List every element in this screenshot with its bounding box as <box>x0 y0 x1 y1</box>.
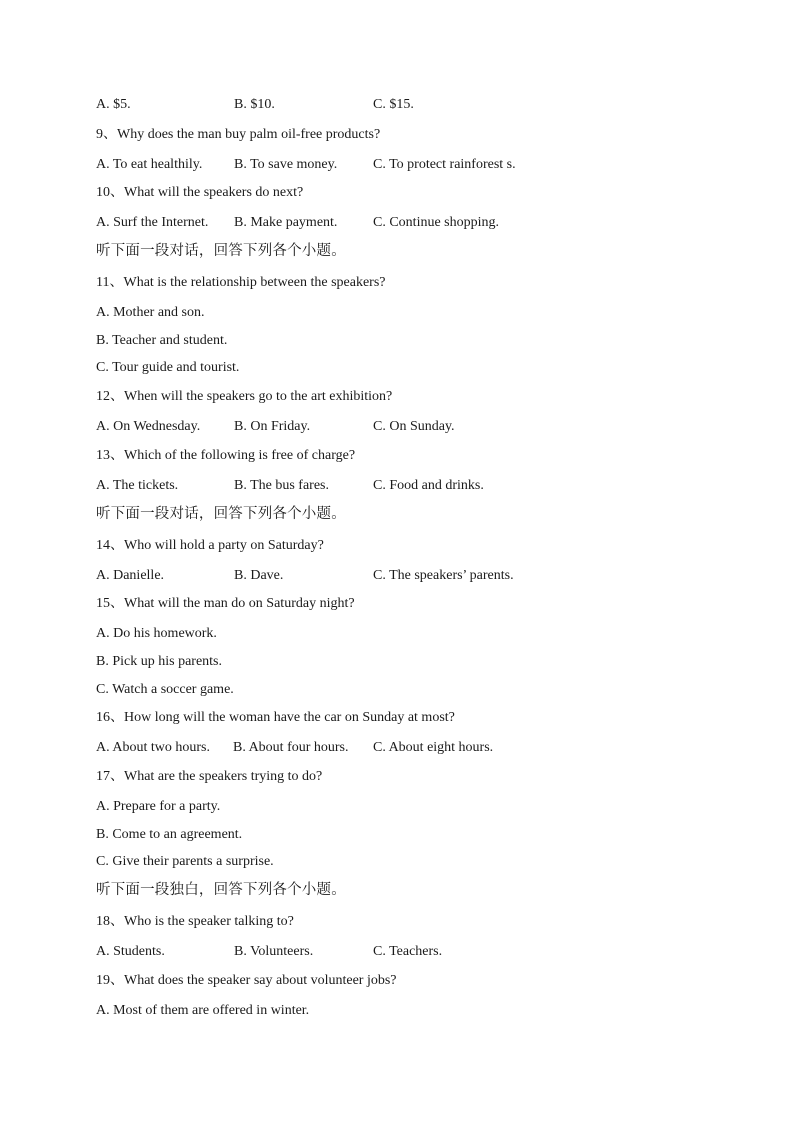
section-heading-dialogue-1: 听下面一段对话，回答下列各个小题。 <box>96 243 346 259</box>
q16-option-c: C. About eight hours. <box>373 740 494 755</box>
section-heading-dialogue-2: 听下面一段对话，回答下列各个小题。 <box>96 506 346 522</box>
q15-option-c: C. Watch a soccer game. <box>96 682 234 697</box>
q18-option-c: C. Teachers. <box>373 944 443 959</box>
q16-option-b: B. About four hours. <box>233 740 349 755</box>
q11-option-a: A. Mother and son. <box>96 305 205 320</box>
q16-option-a: A. About two hours. <box>96 740 210 755</box>
q8-option-b: B. $10. <box>234 97 275 112</box>
q9-question: 9、Why does the man buy palm oil-free products? <box>96 127 381 142</box>
q14-option-c: C. The speakers’ parents. <box>373 568 514 583</box>
q9-option-a: A. To eat healthily. <box>96 157 203 172</box>
q14-option-a: A. Danielle. <box>96 568 165 583</box>
q10-option-b: B. Make payment. <box>234 215 338 230</box>
q14-option-b: B. Dave. <box>234 568 284 583</box>
q8-option-c: C. $15. <box>373 97 414 112</box>
q12-option-a: A. On Wednesday. <box>96 419 201 434</box>
q18-option-b: B. Volunteers. <box>234 944 314 959</box>
q9-option-c: C. To protect rainforest s. <box>373 157 516 172</box>
q17-question: 17、What are the speakers trying to do? <box>96 769 323 784</box>
q11-option-b: B. Teacher and student. <box>96 333 228 348</box>
q17-option-b: B. Come to an agreement. <box>96 827 243 842</box>
q19-question: 19、What does the speaker say about volunteer jobs? <box>96 973 397 988</box>
q13-option-b: B. The bus fares. <box>234 478 329 493</box>
q15-option-a: A. Do his homework. <box>96 626 217 641</box>
q14-question: 14、Who will hold a party on Saturday? <box>96 538 324 553</box>
q11-option-c: C. Tour guide and tourist. <box>96 360 240 375</box>
q15-option-b: B. Pick up his parents. <box>96 654 222 669</box>
q13-option-c: C. Food and drinks. <box>373 478 484 493</box>
q13-question: 13、Which of the following is free of charge? <box>96 448 356 463</box>
section-heading-monologue: 听下面一段独白，回答下列各个小题。 <box>96 882 346 898</box>
q18-question: 18、Who is the speaker talking to? <box>96 914 294 929</box>
q9-option-b: B. To save money. <box>234 157 338 172</box>
q11-question: 11、What is the relationship between the speakers? <box>96 275 386 290</box>
q10-option-c: C. Continue shopping. <box>373 215 500 230</box>
q18-option-a: A. Students. <box>96 944 165 959</box>
q12-question: 12、When will the speakers go to the art exhibition? <box>96 389 393 404</box>
q8-option-a: A. $5. <box>96 97 131 112</box>
q16-question: 16、How long will the woman have the car on Sunday at most? <box>96 710 455 725</box>
q10-option-a: A. Surf the Internet. <box>96 215 209 230</box>
q19-option-a: A. Most of them are offered in winter. <box>96 1003 310 1018</box>
q10-question: 10、What will the speakers do next? <box>96 185 304 200</box>
q15-question: 15、What will the man do on Saturday night? <box>96 596 355 611</box>
q17-option-a: A. Prepare for a party. <box>96 799 221 814</box>
q12-option-b: B. On Friday. <box>234 419 311 434</box>
q13-option-a: A. The tickets. <box>96 478 179 493</box>
q12-option-c: C. On Sunday. <box>373 419 455 434</box>
q17-option-c: C. Give their parents a surprise. <box>96 854 274 869</box>
